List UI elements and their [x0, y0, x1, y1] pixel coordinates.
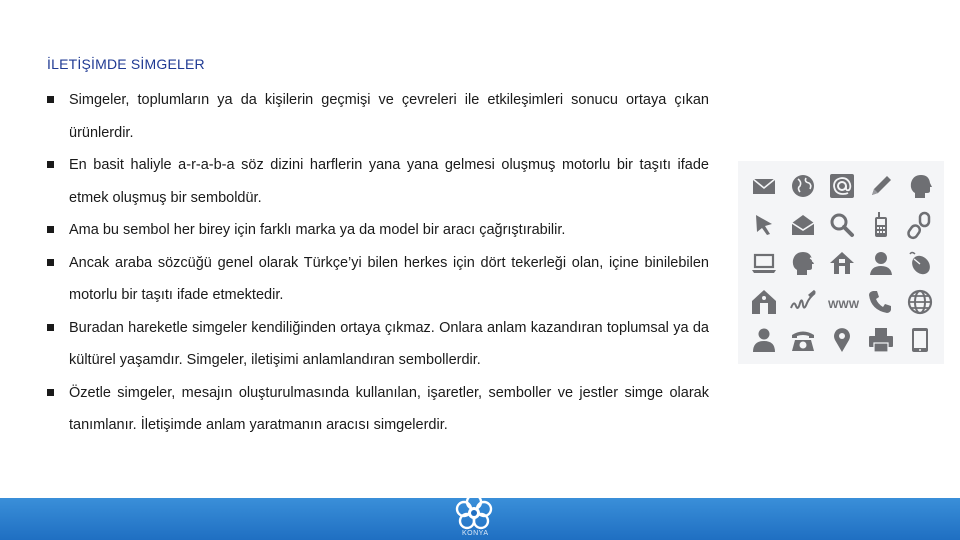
cursor-icon: [744, 206, 783, 245]
head-profile-icon: [900, 167, 939, 206]
mobile-phone-icon: [861, 206, 900, 245]
www-icon: [822, 283, 861, 322]
bullet-item: Ama bu sembol her birey için farklı marka ya da model bir aracı çağrıştırabilir.: [47, 214, 709, 247]
open-envelope-icon: [783, 206, 822, 245]
user-icon: [861, 244, 900, 283]
square-bullet-icon: [47, 389, 54, 396]
home-icon: [822, 244, 861, 283]
chain-link-icon: [900, 206, 939, 245]
envelope-icon: [744, 167, 783, 206]
signature-icon: [783, 283, 822, 322]
house-icon: [744, 283, 783, 322]
bullet-item: En basit haliyle a-r-a-b-a söz dizini harflerin yana yana gelmesi oluşmuş motorlu bir taşıtı ifade etmek oluşmuş bir semboldür.: [47, 149, 709, 214]
world-grid-icon: [900, 283, 939, 322]
computer-mouse-icon: [900, 244, 939, 283]
bullet-item: Özetle simgeler, mesajın oluşturulmasında kullanılan, işaretler, semboller ve jestler simge olarak tanımlanır. İletişimde anlam yaratmanın aracısı simgelerdir.: [47, 377, 709, 442]
map-pin-icon: [822, 321, 861, 360]
bullet-item: Ancak araba sözcüğü genel olarak Türkçe’yi bilen herkes için dört tekerleği olan, içine binilebilen motorlu bir taşıtı ifade etmektedir.: [47, 247, 709, 312]
fax-printer-icon: [861, 321, 900, 360]
person-icon: [744, 321, 783, 360]
laptop-icon: [744, 244, 783, 283]
telephone-handset-icon: [861, 283, 900, 322]
square-bullet-icon: [47, 96, 54, 103]
slide-title: İLETİŞİMDE SİMGELER: [47, 56, 205, 72]
at-sign-icon: [822, 167, 861, 206]
tablet-icon: [900, 321, 939, 360]
bullet-list: [47, 84, 709, 442]
speech-head-icon: [783, 244, 822, 283]
communication-icons-panel: [738, 161, 944, 364]
pencil-icon: [861, 167, 900, 206]
bullet-item: Simgeler, toplumların ya da kişilerin geçmişi ve çevreleri ile etkileşimleri sonucu ortaya çıkan ürünlerdir.: [47, 84, 709, 149]
bullet-item: Buradan hareketle simgeler kendiliğinden ortaya çıkmaz. Onlara anlam kazandıran toplumsal ya da kültürel yaşamdır. Simgeler, iletişimi anlamlandıran sembollerdir.: [47, 312, 709, 377]
square-bullet-icon: [47, 324, 54, 331]
square-bullet-icon: [47, 161, 54, 168]
svg-text:WWW: WWW: [827, 298, 859, 311]
square-bullet-icon: [47, 226, 54, 233]
globe-icon: [783, 167, 822, 206]
magnifier-icon: [822, 206, 861, 245]
logo-text: KONYA: [462, 530, 489, 537]
rotary-phone-icon: [783, 321, 822, 360]
square-bullet-icon: [47, 259, 54, 266]
